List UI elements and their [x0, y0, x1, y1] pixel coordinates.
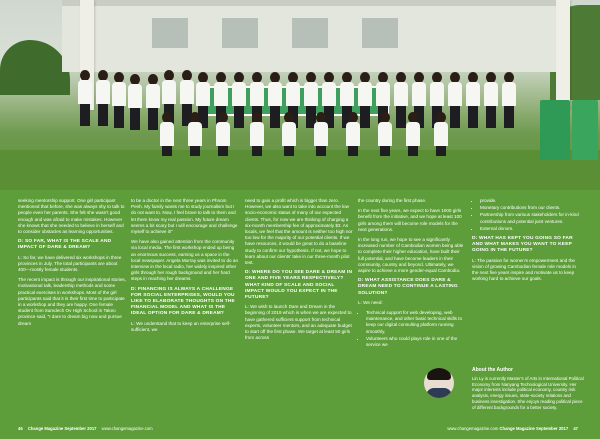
paragraph: L: The passion for women's empowerment and the vision of growing Cambodian female role models in the next five years inspire and motivate us to keep working hard to achieve our goals.: [472, 257, 576, 282]
trash-bin: [540, 100, 570, 160]
bullet-item: • Monetary contributions from our clients.: [480, 205, 580, 211]
page-footer: [0, 426, 600, 436]
paragraph: L: We need:: [358, 299, 383, 305]
grass-ground: [0, 150, 600, 190]
author-block: [358, 368, 398, 404]
interview-question: D: WHERE DO YOU SEE DARE & DREAM IN ONE AND FIVE YEARS RESPECTIVELY? WHAT KIND OF SCALE AND SOCIAL IMPACT WOULD YOU EXPECT IN THE FUTURE?: [245, 270, 353, 301]
bullet-item: • Volunteers who could plays role in one of the service we: [366, 336, 466, 348]
column-4: [358, 198, 466, 352]
magazine-url-right[interactable]: www.changemagazine.com: [447, 426, 499, 431]
interview-question: D: WHAT ASSISTANCE DOES DARE & DREAM NEED TO CONTINUE A LASTING SOLUTION?: [358, 278, 458, 296]
magazine-name-left: Change Magazine September 2017: [27, 426, 97, 431]
column-2: [131, 198, 239, 337]
magazine-url-left[interactable]: www.changemagazine.com: [101, 426, 153, 431]
paragraph: In the long run, we hope to see a significantly increased number of Cambodian women being able to complete their higher education, have built their full potential, and have become leaders in their community, country and beyond. Ultimately, we aspire to achieve a more gender-equal Cambodia.: [358, 237, 464, 274]
trees: [0, 40, 70, 95]
bullet-item: • Partnership from various stakeholders for in-kind contributions and potential joint ventures.: [480, 212, 580, 224]
paragraph: L: We wish to launch Dare and Dream in the beginning of 2019 which is when we are expected to have gathered sufficient support from technical experts, volunteer mentors, and an adequate budget to start off the first phase. We target at least 50 girls from across: [245, 304, 352, 341]
article-page: [0, 190, 600, 439]
paragraph: In the next five years, we expect to have 1000 girls benefit from the initiative, and we hope at least 100 girls among them will become role models for the next generations.: [358, 208, 462, 232]
footer-left: [18, 426, 153, 431]
trash-bin: [572, 100, 598, 160]
paragraph: to be a doctor in the next three years in Phnom Penh. My family wants me to study journalism but I do not want to. Now, I feel brave to talk to them and let them know my real passion. My future dream seems a bit scary but I will encourage and challenge myself to achieve it!": [131, 198, 238, 235]
footer-right: [447, 426, 582, 431]
bullet-item: • Technical support for web developing, web maintenance, and other basic technical skills to keep our digital consulting platform running smoothly.: [366, 310, 466, 335]
interview-question: D: WHAT HAS KEPT YOU GOING SO FAR AND WHAT MAKES YOU WANT TO KEEP GOING IN THE FUTURE?: [472, 236, 573, 254]
paragraph: L: So far, we have delivered six workshops in three provinces in July. The total participants are about 400—mostly female students.: [18, 254, 122, 273]
about-title: About the Author: [472, 367, 513, 373]
paragraph: seeking mentorship support. One girl participant mentioned that before, she was always shy to talk to people even her parents. She felt she wasn't good enough and was afraid to make mistakes. However she knows that she needed to believe in herself and to consider obstacles as learning opportunities.: [18, 198, 125, 235]
group-photo: [0, 0, 600, 190]
magazine-name-right: Change Magazine September 2017: [499, 426, 569, 431]
about-author: [472, 368, 584, 411]
column-3: [245, 198, 353, 345]
paragraph: The recent impact is through our inspirational stories, motivational talk, leadership methods and some practical exercises in workshops. Most of the girl participants said that it is their first time to participate in a workshop and they are happy. One female student from Samdech Ov High School in Takeo province said, "I dare to dream big now and pursue dream: [18, 277, 127, 326]
bullet-item: • provide.: [480, 198, 580, 204]
page-number-left: 46: [18, 426, 23, 431]
column-1: [18, 198, 126, 331]
paragraph: We have also gained attention from the community via local media. The first workshop ended up being an enormous success, earning us a space in the local newspaper. Angela Murray was invited to do an interview in the local radio, her widely inspired other girls through her rough background and her hard steps in reaching her dreams.: [131, 239, 238, 282]
building: [62, 0, 562, 72]
author-avatar: [424, 368, 454, 398]
interview-question: D: SO FAR, WHAT IS THE SCALE AND IMPACT OF DARE & DREAM?: [18, 239, 112, 251]
bullet-list: [472, 198, 580, 232]
interview-question: D: FINANCING IS ALWAYS A CHALLENGE FOR SOCIAL ENTERPRISES, WOULD YOU LIKE TO ELABORATE THOUGHTS ON THE FINANCIAL MODEL AND WHAT IS THE IDEAL OPTION FOR DARE & DREAM?: [131, 286, 235, 317]
paragraph: the country during the first phase.: [358, 198, 427, 203]
bullet-list: [358, 310, 466, 348]
bullet-item: • External donors.: [480, 226, 580, 232]
paragraph: L: We understand that to keep an enterprise self-sufficient, we: [131, 320, 231, 332]
about-text: Lin Ly is currently Master's of Arts in International Political Economy from Nanyang Technological University. Her major interests include political economy, country risk analysis, energy issues, state-society relations and business investigation. She enjoys reading political piece of different backgrounds for a better society.: [472, 375, 584, 410]
page-number-right: 47: [573, 426, 578, 431]
column-5: [472, 198, 580, 286]
paragraph: need to gain a profit which is bigger than zero. However, we also want to take into account the low socio-economic status of many of our expected clients. Thus, for now we are thinking of charging a six-month membership fee of approximately $3. As locals, we feel that the amount is neither too high nor too low for the majority of our potential clients. If we have resources, it would be great to do a baseline study to confirm our hypothesis. If not, we hope to learn about our clients' take in our three-month pilot test.: [245, 198, 353, 266]
